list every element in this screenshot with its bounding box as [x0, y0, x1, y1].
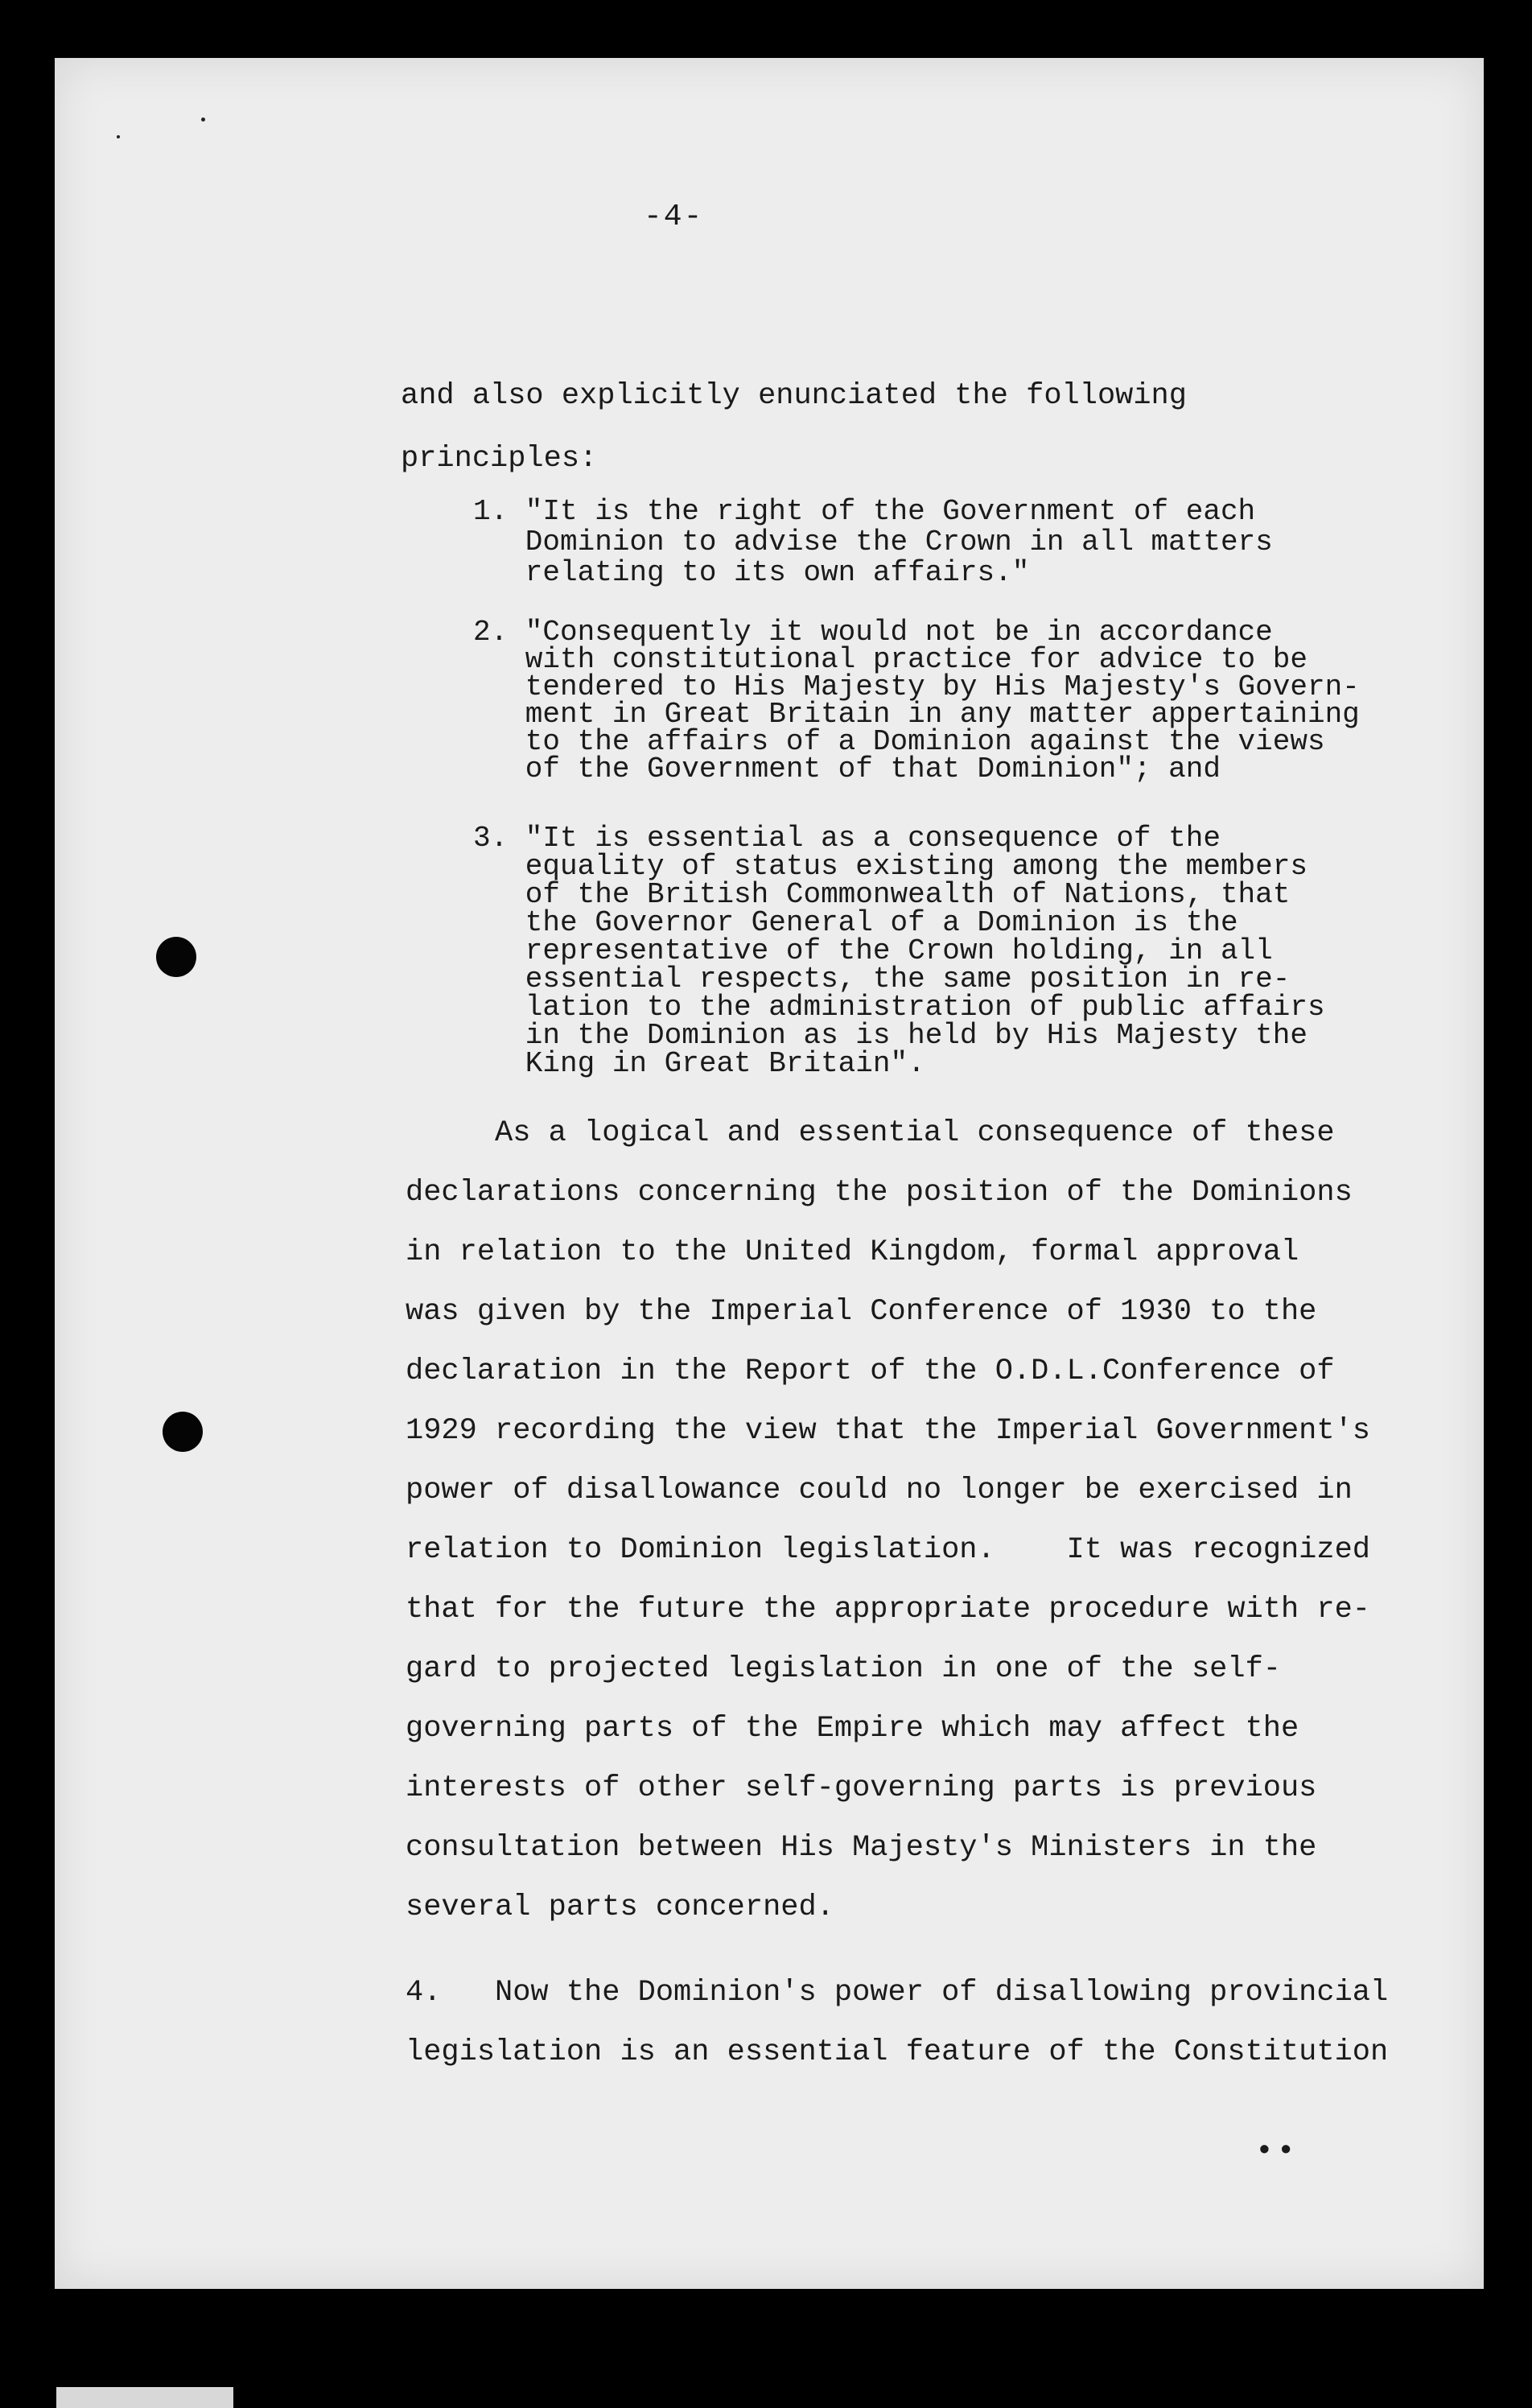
paragraph-line: that for the future the appropriate procedure with re-: [406, 1593, 1370, 1627]
principle-3-line: King in Great Britain".: [473, 1047, 925, 1080]
principle-2-line: to the affairs of a Dominion against the views: [473, 725, 1325, 758]
principle-1-line: Dominion to advise the Crown in all matters: [473, 526, 1273, 559]
principle-2-line: 2. "Consequently it would not be in accordance: [473, 616, 1273, 649]
principle-3-line: the Governor General of a Dominion is the: [473, 906, 1238, 939]
principle-3-line: of the British Commonwealth of Nations, that: [473, 878, 1291, 911]
paragraph-line: was given by the Imperial Conference of 1930 to the: [406, 1295, 1317, 1329]
paragraph-line: declaration in the Report of the O.D.L.Conference of: [406, 1354, 1335, 1388]
paragraph-line: gard to projected legislation in one of the self-: [406, 1652, 1281, 1686]
paragraph-line: governing parts of the Empire which may affect the: [406, 1712, 1299, 1746]
paragraph-line: several parts concerned.: [406, 1891, 834, 1924]
page-number: -4-: [644, 200, 704, 234]
principle-2-line: of the Government of that Dominion"; and: [473, 752, 1221, 785]
principle-3-line: equality of status existing among the members: [473, 850, 1308, 883]
continuation-mark: ••: [1255, 2134, 1299, 2169]
punch-hole: [163, 1412, 203, 1452]
paragraph-line: 1929 recording the view that the Imperial Government's: [406, 1414, 1370, 1448]
paragraph-line: relation to Dominion legislation. It was recognized: [406, 1533, 1370, 1567]
principle-1-line: 1. "It is the right of the Government of each: [473, 495, 1256, 528]
text-line: and also explicitly enunciated the following: [401, 379, 1187, 413]
section-4-line: 4. Now the Dominion's power of disallowing provincial: [406, 1976, 1389, 2010]
principle-3-line: representative of the Crown holding, in all: [473, 934, 1273, 967]
paragraph-line: declarations concerning the position of the Dominions: [406, 1176, 1353, 1210]
paragraph-line: interests of other self-governing parts is previous: [406, 1771, 1317, 1805]
text-line: principles:: [401, 442, 598, 476]
film-label-strip: [56, 2387, 233, 2408]
principle-2-line: with constitutional practice for advice to be: [473, 643, 1308, 676]
paragraph-line: power of disallowance could no longer be exercised in: [406, 1474, 1353, 1507]
principle-3-line: in the Dominion as is held by His Majesty the: [473, 1019, 1308, 1052]
principle-2-line: ment in Great Britain in any matter appertaining: [473, 698, 1360, 731]
paragraph-line: consultation between His Majesty's Ministers in the: [406, 1831, 1317, 1865]
paper-speck: [201, 118, 205, 122]
paper-speck: [117, 135, 120, 138]
principle-1-line: relating to its own affairs.": [473, 556, 1030, 589]
principle-3-line: lation to the administration of public affairs: [473, 991, 1325, 1024]
principle-3-line: essential respects, the same position in re-: [473, 963, 1291, 996]
principle-3-line: 3. "It is essential as a consequence of the: [473, 822, 1221, 855]
paragraph-line: As a logical and essential consequence of these: [406, 1116, 1335, 1150]
principle-2-line: tendered to His Majesty by His Majesty's Govern-: [473, 670, 1360, 703]
punch-hole: [156, 937, 196, 977]
section-4-line: legislation is an essential feature of the Constitution: [406, 2035, 1389, 2069]
paragraph-line: in relation to the United Kingdom, formal approval: [406, 1235, 1299, 1269]
